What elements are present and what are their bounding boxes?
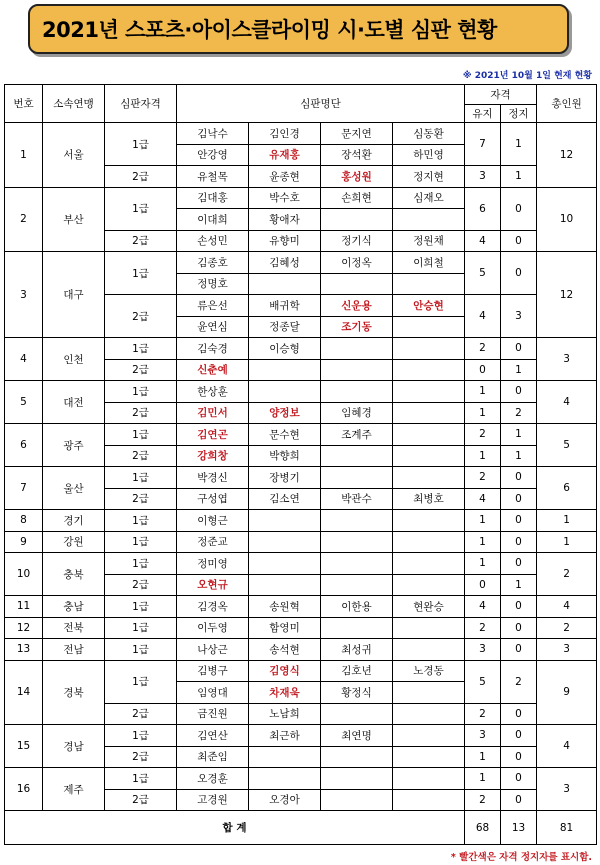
suspended-count: 0 (501, 617, 537, 639)
referee-name: 김숙경 (177, 338, 249, 360)
suspended-count: 0 (501, 510, 537, 532)
region-name: 충남 (43, 596, 105, 618)
referee-name: 최연명 (321, 725, 393, 747)
suspended-count: 0 (501, 768, 537, 790)
active-count: 1 (465, 445, 501, 467)
grade-label: 1급 (105, 424, 177, 446)
active-count: 1 (465, 510, 501, 532)
region-total: 1 (537, 510, 597, 532)
referee-name: 금진원 (177, 703, 249, 725)
referee-name (321, 510, 393, 532)
date-note: ※ 2021년 10월 1일 현재 현황 (462, 71, 592, 81)
grade-label: 2급 (105, 230, 177, 252)
region-total: 3 (537, 639, 597, 661)
table-row (5, 338, 597, 360)
referee-name: 차재욱 (249, 682, 321, 704)
referee-name (249, 553, 321, 575)
referee-name (393, 402, 465, 424)
referee-name: 임혜경 (321, 402, 393, 424)
referee-name: 나상근 (177, 639, 249, 661)
suspended-count: 1 (501, 166, 537, 188)
active-count: 2 (465, 617, 501, 639)
referee-name (393, 789, 465, 811)
region-number: 8 (5, 510, 43, 532)
referee-name: 김연곤 (177, 424, 249, 446)
referee-name: 최준임 (177, 746, 249, 768)
region-number: 4 (5, 338, 43, 381)
referee-name: 유재홍 (249, 144, 321, 166)
suspended-count: 1 (501, 359, 537, 381)
header-qual: 자격 (465, 85, 537, 105)
region-number: 15 (5, 725, 43, 768)
referee-name: 노남희 (249, 703, 321, 725)
referee-name (393, 531, 465, 553)
referee-name: 김대홍 (177, 187, 249, 209)
table-row (5, 252, 597, 274)
region-name: 강원 (43, 531, 105, 553)
referee-name (393, 510, 465, 532)
region-total: 3 (537, 768, 597, 811)
grade-label: 1급 (105, 639, 177, 661)
referee-name: 하민영 (393, 144, 465, 166)
suspended-count: 0 (501, 725, 537, 747)
referee-name (321, 703, 393, 725)
referee-name: 손성민 (177, 230, 249, 252)
region-name: 대전 (43, 381, 105, 424)
referee-name (393, 273, 465, 295)
active-count: 4 (465, 295, 501, 338)
active-count: 3 (465, 725, 501, 747)
referee-name: 이형근 (177, 510, 249, 532)
suspended-count: 1 (501, 445, 537, 467)
referee-name (249, 510, 321, 532)
referee-name (393, 467, 465, 489)
referee-name: 신운용 (321, 295, 393, 317)
active-count: 1 (465, 768, 501, 790)
grade-label: 1급 (105, 187, 177, 230)
header-no: 번호 (5, 85, 43, 123)
referee-name: 노경동 (393, 660, 465, 682)
active-count: 4 (465, 596, 501, 618)
referee-name: 최근하 (249, 725, 321, 747)
referee-name: 최병호 (393, 488, 465, 510)
suspended-count: 0 (501, 553, 537, 575)
header-suspended: 정지 (501, 105, 537, 123)
referee-name (321, 445, 393, 467)
suspended-count: 0 (501, 639, 537, 661)
grade-label: 1급 (105, 338, 177, 360)
header-list: 심판명단 (177, 85, 465, 123)
referee-name: 이두영 (177, 617, 249, 639)
active-count: 4 (465, 230, 501, 252)
region-total: 2 (537, 553, 597, 596)
referee-name: 정미영 (177, 553, 249, 575)
region-name: 광주 (43, 424, 105, 467)
region-total: 4 (537, 725, 597, 768)
referee-name: 김병구 (177, 660, 249, 682)
referee-name: 오경훈 (177, 768, 249, 790)
active-count: 3 (465, 639, 501, 661)
suspended-count: 0 (501, 467, 537, 489)
suspended-count: 0 (501, 531, 537, 553)
referee-name (321, 768, 393, 790)
table-row (5, 467, 597, 489)
grade-label: 1급 (105, 381, 177, 403)
referee-name: 이승형 (249, 338, 321, 360)
grade-label: 2급 (105, 402, 177, 424)
region-name: 경기 (43, 510, 105, 532)
referee-name: 안승현 (393, 295, 465, 317)
referee-name (393, 682, 465, 704)
region-number: 5 (5, 381, 43, 424)
referee-name (393, 381, 465, 403)
region-number: 10 (5, 553, 43, 596)
referee-name (249, 746, 321, 768)
referee-name (321, 209, 393, 231)
referee-name (393, 209, 465, 231)
totals-active: 68 (465, 811, 501, 845)
grade-label: 1급 (105, 725, 177, 747)
grade-label: 1급 (105, 252, 177, 295)
header-total: 총인원 (537, 85, 597, 123)
region-number: 12 (5, 617, 43, 639)
suspended-count: 0 (501, 252, 537, 295)
referee-name: 김영식 (249, 660, 321, 682)
active-count: 2 (465, 338, 501, 360)
grade-label: 1급 (105, 660, 177, 703)
referee-name: 정지현 (393, 166, 465, 188)
referee-name: 김종호 (177, 252, 249, 274)
referee-name (393, 574, 465, 596)
referee-name (321, 381, 393, 403)
suspended-count: 1 (501, 424, 537, 446)
referee-name: 유향미 (249, 230, 321, 252)
grade-label: 1급 (105, 510, 177, 532)
grade-label: 1급 (105, 596, 177, 618)
referee-name (393, 316, 465, 338)
region-total: 3 (537, 338, 597, 381)
footnote: * 빨간색은 자격 정지자를 표시함. (450, 852, 592, 863)
region-number: 7 (5, 467, 43, 510)
referee-name: 황정식 (321, 682, 393, 704)
active-count: 1 (465, 531, 501, 553)
referee-name: 박수호 (249, 187, 321, 209)
region-number: 16 (5, 768, 43, 811)
referee-name (393, 746, 465, 768)
active-count: 2 (465, 467, 501, 489)
referee-name (249, 359, 321, 381)
totals-suspended: 13 (501, 811, 537, 845)
table-row (5, 617, 597, 639)
referee-name: 류은선 (177, 295, 249, 317)
table-body (5, 123, 597, 811)
referee-name (393, 424, 465, 446)
region-number: 3 (5, 252, 43, 338)
referee-name: 오현규 (177, 574, 249, 596)
region-total: 4 (537, 381, 597, 424)
grade-label: 2급 (105, 359, 177, 381)
referee-name: 한상훈 (177, 381, 249, 403)
grade-label: 2급 (105, 166, 177, 188)
referee-name: 구성엽 (177, 488, 249, 510)
active-count: 2 (465, 424, 501, 446)
referee-name: 정종달 (249, 316, 321, 338)
referee-name: 박향희 (249, 445, 321, 467)
region-name: 충북 (43, 553, 105, 596)
referee-name: 문지연 (321, 123, 393, 145)
region-name: 전남 (43, 639, 105, 661)
referee-name (321, 467, 393, 489)
table-row (5, 660, 597, 682)
active-count: 1 (465, 553, 501, 575)
region-name: 경남 (43, 725, 105, 768)
referee-name (321, 338, 393, 360)
referee-name: 송원혁 (249, 596, 321, 618)
referee-name: 정준교 (177, 531, 249, 553)
suspended-count: 0 (501, 230, 537, 252)
region-name: 부산 (43, 187, 105, 252)
active-count: 7 (465, 123, 501, 166)
referee-name: 유철목 (177, 166, 249, 188)
grade-label: 1급 (105, 553, 177, 575)
region-number: 14 (5, 660, 43, 725)
header-org: 소속연맹 (43, 85, 105, 123)
active-count: 0 (465, 574, 501, 596)
header-grade: 심판자격 (105, 85, 177, 123)
grade-label: 2급 (105, 574, 177, 596)
referee-name: 오경아 (249, 789, 321, 811)
referee-name: 장석환 (321, 144, 393, 166)
referee-name: 이대희 (177, 209, 249, 231)
active-count: 1 (465, 381, 501, 403)
totals-row (5, 811, 597, 845)
referee-table (4, 84, 597, 845)
totals-label: 합 계 (5, 811, 465, 845)
referee-name (321, 617, 393, 639)
region-number: 13 (5, 639, 43, 661)
referee-name (321, 746, 393, 768)
referee-name (393, 445, 465, 467)
grade-label: 2급 (105, 445, 177, 467)
referee-name (321, 273, 393, 295)
referee-name (249, 273, 321, 295)
referee-name (393, 617, 465, 639)
referee-name: 송석현 (249, 639, 321, 661)
referee-name: 양정보 (249, 402, 321, 424)
referee-name: 조계주 (321, 424, 393, 446)
grade-label: 1급 (105, 768, 177, 790)
referee-name: 김연산 (177, 725, 249, 747)
table-row (5, 187, 597, 209)
active-count: 2 (465, 703, 501, 725)
region-total: 12 (537, 252, 597, 338)
active-count: 6 (465, 187, 501, 230)
region-name: 전북 (43, 617, 105, 639)
table-row (5, 510, 597, 532)
header-active: 유지 (465, 105, 501, 123)
referee-name (393, 553, 465, 575)
referee-name: 박관수 (321, 488, 393, 510)
referee-name (321, 789, 393, 811)
suspended-count: 0 (501, 338, 537, 360)
grade-label: 2급 (105, 488, 177, 510)
referee-name: 김혜성 (249, 252, 321, 274)
region-number: 1 (5, 123, 43, 188)
region-name: 인천 (43, 338, 105, 381)
referee-name: 조기동 (321, 316, 393, 338)
grade-label: 2급 (105, 789, 177, 811)
referee-name: 임영대 (177, 682, 249, 704)
table-row (5, 531, 597, 553)
table-row (5, 596, 597, 618)
referee-name (393, 703, 465, 725)
referee-name: 심재오 (393, 187, 465, 209)
active-count: 4 (465, 488, 501, 510)
region-name: 대구 (43, 252, 105, 338)
suspended-count: 2 (501, 402, 537, 424)
grade-label: 1급 (105, 617, 177, 639)
active-count: 5 (465, 252, 501, 295)
region-total: 5 (537, 424, 597, 467)
referee-name: 박경신 (177, 467, 249, 489)
suspended-count: 1 (501, 123, 537, 166)
suspended-count: 0 (501, 596, 537, 618)
referee-name: 이희철 (393, 252, 465, 274)
table-row (5, 123, 597, 145)
referee-name (249, 768, 321, 790)
region-number: 11 (5, 596, 43, 618)
active-count: 1 (465, 402, 501, 424)
region-number: 6 (5, 424, 43, 467)
referee-name (321, 359, 393, 381)
referee-name: 김호년 (321, 660, 393, 682)
referee-name: 문수현 (249, 424, 321, 446)
grade-label: 2급 (105, 746, 177, 768)
referee-name: 김경옥 (177, 596, 249, 618)
suspended-count: 0 (501, 187, 537, 230)
table-row (5, 725, 597, 747)
referee-name (321, 574, 393, 596)
region-total: 12 (537, 123, 597, 188)
region-total: 4 (537, 596, 597, 618)
suspended-count: 0 (501, 703, 537, 725)
referee-name: 손희현 (321, 187, 393, 209)
referee-name: 김낙수 (177, 123, 249, 145)
region-name: 경북 (43, 660, 105, 725)
region-total: 9 (537, 660, 597, 725)
referee-name: 정명호 (177, 273, 249, 295)
active-count: 2 (465, 789, 501, 811)
referee-name: 안강영 (177, 144, 249, 166)
referee-name: 강희창 (177, 445, 249, 467)
suspended-count: 1 (501, 574, 537, 596)
referee-name (249, 574, 321, 596)
referee-name (321, 531, 393, 553)
table-row (5, 381, 597, 403)
totals-total: 81 (537, 811, 597, 845)
referee-name: 신춘예 (177, 359, 249, 381)
referee-name (321, 553, 393, 575)
referee-name: 이한용 (321, 596, 393, 618)
referee-name: 심동환 (393, 123, 465, 145)
referee-name: 황애자 (249, 209, 321, 231)
referee-name: 배귀학 (249, 295, 321, 317)
referee-name: 정기식 (321, 230, 393, 252)
active-count: 5 (465, 660, 501, 703)
referee-name (393, 768, 465, 790)
grade-label: 1급 (105, 531, 177, 553)
referee-name: 홍성원 (321, 166, 393, 188)
suspended-count: 0 (501, 381, 537, 403)
referee-name: 함영미 (249, 617, 321, 639)
region-total: 1 (537, 531, 597, 553)
region-name: 울산 (43, 467, 105, 510)
suspended-count: 0 (501, 746, 537, 768)
suspended-count: 3 (501, 295, 537, 338)
referee-name: 김소연 (249, 488, 321, 510)
active-count: 0 (465, 359, 501, 381)
region-total: 2 (537, 617, 597, 639)
referee-name (393, 725, 465, 747)
region-number: 9 (5, 531, 43, 553)
grade-label: 1급 (105, 467, 177, 489)
referee-name: 김민서 (177, 402, 249, 424)
table-row (5, 553, 597, 575)
region-total: 10 (537, 187, 597, 252)
referee-name: 정원채 (393, 230, 465, 252)
referee-name: 윤종현 (249, 166, 321, 188)
grade-label: 1급 (105, 123, 177, 166)
referee-name (393, 338, 465, 360)
table-row (5, 424, 597, 446)
referee-name: 장병기 (249, 467, 321, 489)
active-count: 1 (465, 746, 501, 768)
referee-name: 김인경 (249, 123, 321, 145)
suspended-count: 2 (501, 660, 537, 703)
referee-name: 고경원 (177, 789, 249, 811)
referee-name: 윤연심 (177, 316, 249, 338)
referee-name: 현완승 (393, 596, 465, 618)
table-row (5, 639, 597, 661)
referee-name (393, 639, 465, 661)
suspended-count: 0 (501, 488, 537, 510)
grade-label: 2급 (105, 703, 177, 725)
referee-name: 최성귀 (321, 639, 393, 661)
referee-name (393, 359, 465, 381)
referee-name (249, 381, 321, 403)
region-total: 6 (537, 467, 597, 510)
region-name: 서울 (43, 123, 105, 188)
active-count: 3 (465, 166, 501, 188)
suspended-count: 0 (501, 789, 537, 811)
grade-label: 2급 (105, 295, 177, 338)
referee-name: 이정옥 (321, 252, 393, 274)
region-number: 2 (5, 187, 43, 252)
page-title: 2021년 스포츠·아이스클라이밍 시·도별 심판 현황 (28, 4, 569, 54)
region-name: 제주 (43, 768, 105, 811)
referee-name (249, 531, 321, 553)
table-row (5, 768, 597, 790)
